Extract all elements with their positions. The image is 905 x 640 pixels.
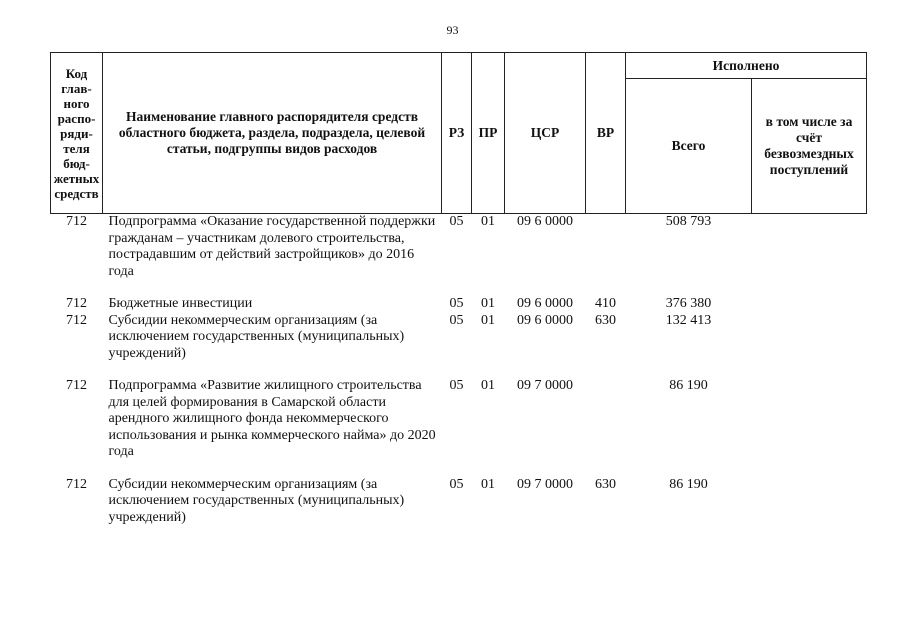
header-vr: ВР xyxy=(586,53,626,214)
table-row xyxy=(51,214,867,281)
row-vr: 630 xyxy=(595,476,616,492)
table-row xyxy=(51,313,867,363)
row-csr: 09 6 0000 xyxy=(517,312,573,328)
row-rz: 05 xyxy=(449,378,464,393)
row-code: 712 xyxy=(66,296,87,311)
row-vr: 630 xyxy=(595,312,616,328)
header-rz: РЗ xyxy=(442,53,472,214)
row-name: Подпрограмма «Развитие жилищного строительства для целей формирования в Самарской области арендного жилищного фонда некоммерческого использования и рынка коммерческого найма» до 2020 года xyxy=(108,378,436,459)
row-pr: 01 xyxy=(481,476,495,492)
row-free xyxy=(752,214,867,281)
header-pr: ПР xyxy=(472,53,505,214)
header-total: Всего xyxy=(626,79,752,214)
row-free xyxy=(752,378,867,461)
row-vr xyxy=(586,378,626,461)
row-total: 508 793 xyxy=(665,214,712,229)
row-rz: 05 xyxy=(449,312,464,328)
row-pr: 01 xyxy=(481,214,495,229)
row-rz: 05 xyxy=(449,214,464,229)
row-total: 86 190 xyxy=(669,476,708,492)
row-name: Субсидии некоммерческим организациям (за исключением государственных (муниципальных) учреждений) xyxy=(108,312,405,361)
header-including-free: в том числе за счёт безвозмездных поступлений xyxy=(752,79,867,214)
page-number: 93 xyxy=(446,23,459,37)
row-csr: 09 7 0000 xyxy=(517,476,573,492)
row-name: Подпрограмма «Оказание государственной поддержки гражданам – участникам долевого строительства, пострадавшим от действий застройщиков» до 2016 года xyxy=(108,214,436,279)
header-executed: Исполнено xyxy=(626,53,867,79)
row-code: 712 xyxy=(66,378,87,393)
table-row xyxy=(51,378,867,461)
row-vr xyxy=(586,214,626,281)
budget-table xyxy=(50,52,867,526)
row-pr: 01 xyxy=(481,378,495,393)
row-rz: 05 xyxy=(449,476,464,492)
table-row xyxy=(51,296,867,313)
row-rz: 05 xyxy=(449,296,464,311)
table-row xyxy=(51,477,867,527)
header-code: Код глав-ного распо-ряди-теля бюд-жетных средств xyxy=(51,53,103,214)
row-pr: 01 xyxy=(481,296,495,311)
row-name: Бюджетные инвестиции xyxy=(108,296,253,311)
row-vr: 410 xyxy=(595,296,616,311)
row-pr: 01 xyxy=(481,312,495,328)
row-csr: 09 6 0000 xyxy=(517,214,573,229)
row-free xyxy=(752,313,867,363)
row-free xyxy=(752,296,867,313)
row-code: 712 xyxy=(66,312,87,328)
row-total: 132 413 xyxy=(665,312,712,328)
row-csr: 09 7 0000 xyxy=(517,378,573,393)
header-name: Наименование главного распорядителя средств областного бюджета, раздела, подраздела, целевой статьи, подгруппы видов расходов xyxy=(103,53,442,214)
row-total: 376 380 xyxy=(665,296,712,311)
row-total: 86 190 xyxy=(669,378,708,393)
row-code: 712 xyxy=(66,476,87,492)
row-free xyxy=(752,477,867,527)
row-code: 712 xyxy=(66,214,87,229)
header-csr: ЦСР xyxy=(505,53,586,214)
row-name: Субсидии некоммерческим организациям (за исключением государственных (муниципальных) учреждений) xyxy=(108,476,405,525)
row-csr: 09 6 0000 xyxy=(517,296,573,311)
